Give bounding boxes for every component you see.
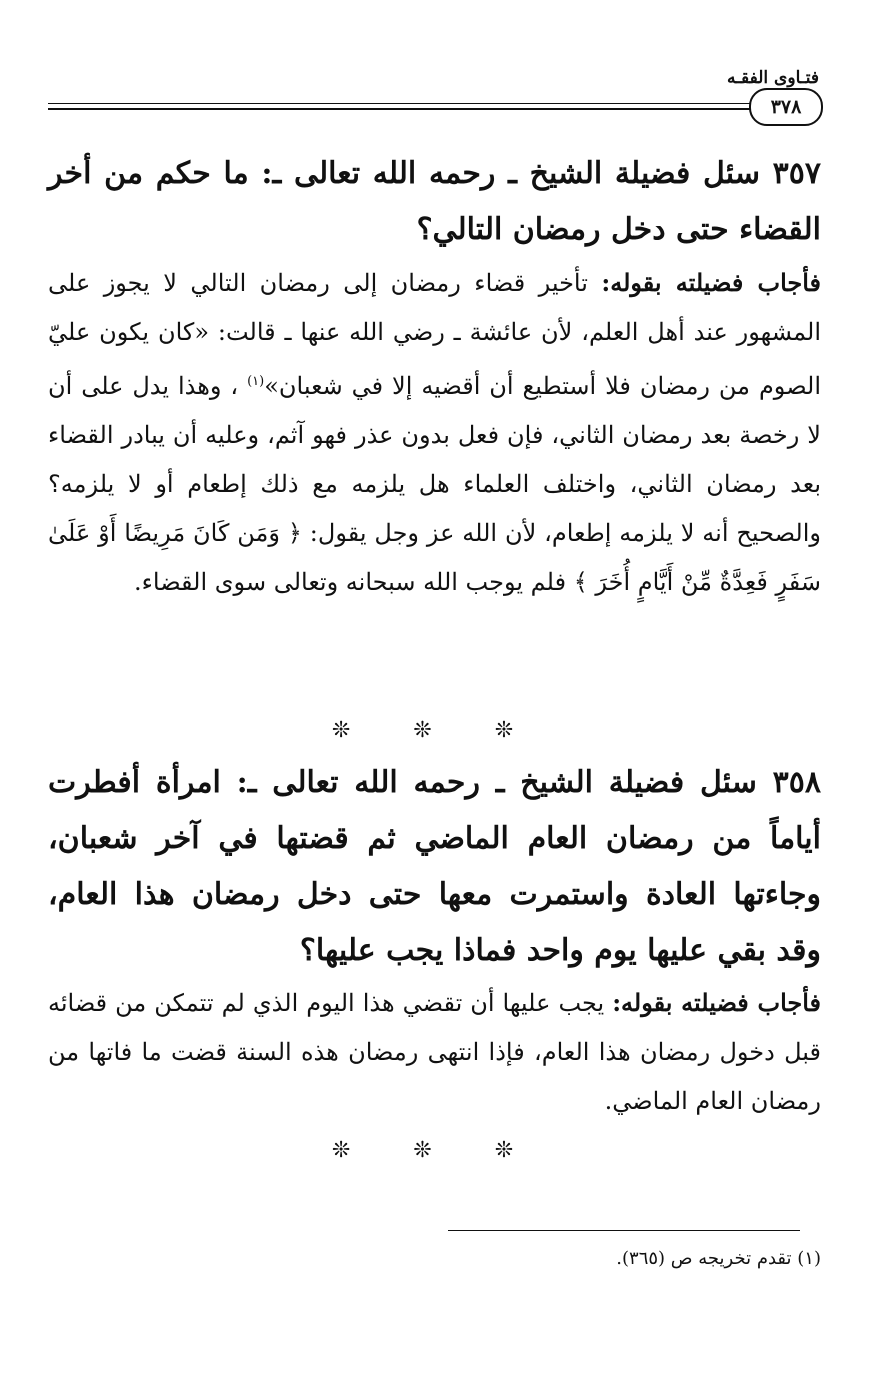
- answer-text: تأخير قضاء رمضان إلى رمضان التالي لا يجوز على المشهور عند أهل العلم، لأن عائشة ـ رضي الله عنها ـ قالت: «كان يكون عليّ الصوم من رمضان فلا أستطيع أن أقضيه إلا في شعبان»: [48, 269, 821, 400]
- question-358: ٣٥٨ سئل فضيلة الشيخ ـ رحمه الله تعالى ـ: امرأة أفطرت أياماً من رمضان العام الماضي ثم قضتها في آخر شعبان، وجاءتها العادة واستمرت معها حتى دخل رمضان هذا العام، وقد بقي عليها يوم واحد فماذا يجب عليها؟: [48, 765, 821, 968]
- footnote-mark: (١): [247, 374, 265, 389]
- answer-357: [48, 258, 821, 607]
- answer-text-continued: ، وهذا يدل على أن لا رخصة بعد رمضان الثاني، فإن فعل بدون عذر فهو آثم، وعليه أن يبادر القضاء بعد رمضان الثاني، واختلف العلماء هل يلزمه مع ذلك إطعام أو لا يلزمه؟ والصحيح أنه لا يلزمه إطعام، لأن الله عز وجل يقول:: [48, 372, 821, 547]
- header-rule: [48, 103, 755, 110]
- footnote-rule: [448, 1230, 800, 1231]
- quran-verse: ﴿ وَمَن كَانَ مَرِيضًا أَوْ عَلَىٰ سَفَرٍ فَعِدَّةٌ مِّنْ أَيَّامٍ أُخَرَ ﴾: [48, 519, 821, 596]
- answer-lead: فأجاب فضيلته بقوله:: [601, 268, 822, 297]
- question-357: ٣٥٧ سئل فضيلة الشيخ ـ رحمه الله تعالى ـ: ما حكم من أخر القضاء حتى دخل رمضان التالي؟: [48, 156, 821, 247]
- section-separator: ❊ ❊ ❊: [331, 1138, 542, 1163]
- answer-text: يجب عليها أن تقضي هذا اليوم الذي لم تتمكن من قضائه قبل دخول رمضان هذا العام، فإذا انتهى رمضان هذه السنة قضت ما فاتها من رمضان العام الماضي.: [48, 989, 821, 1115]
- page-number: ٣٧٨: [749, 88, 823, 126]
- footnote: (١) تقدم تخريجه ص (٣٦٥).: [616, 1248, 821, 1269]
- answer-358: [48, 978, 821, 1126]
- answer-text-end: فلم يوجب الله سبحانه وتعالى سوى القضاء.: [133, 568, 574, 596]
- running-header-title: فتـاوى الفقـه: [726, 68, 819, 88]
- answer-lead: فأجاب فضيلته بقوله:: [612, 988, 822, 1017]
- section-separator: ❊ ❊ ❊: [331, 718, 542, 743]
